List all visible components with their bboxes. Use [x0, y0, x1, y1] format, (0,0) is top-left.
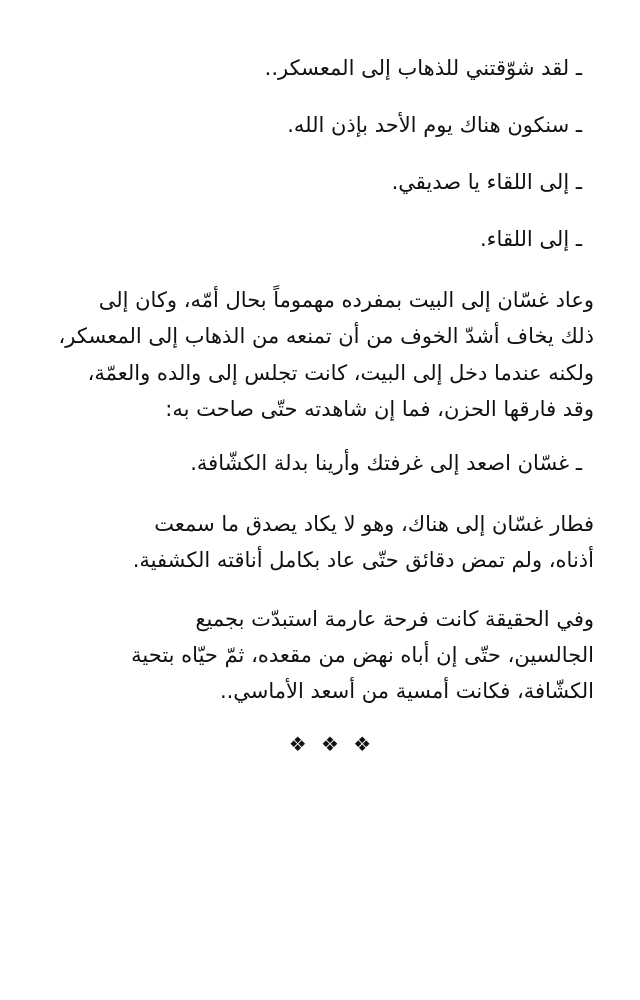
paragraph-return-home [40, 282, 594, 427]
section-divider-ornament: ❖ ❖ ❖ [288, 731, 376, 756]
dialogue-line: ـ غسّان اصعد إلى غرفتك وأرينا بدلة الكشّافة. [190, 451, 582, 476]
text-line: ذلك يخاف أشدّ الخوف من أن تمنعه من الذهاب إلى المعسكر، [58, 324, 594, 349]
dialogue-line: ـ سنكون هناك يوم الأحد بإذن الله. [287, 113, 582, 137]
text-line: فطار غسّان إلى هناك، وهو لا يكاد يصدق ما سمعت [154, 512, 594, 537]
text-line: وفي الحقيقة كانت فرحة عارمة استبدّت بجميع [195, 606, 594, 631]
text-line: ولكنه عندما دخل إلى البيت، كانت تجلس إلى والده والعمّة، [87, 360, 594, 385]
text-line: الكشّافة، فكانت أمسية من أسعد الأماسي.. [219, 679, 594, 704]
paragraph-joyful-evening [40, 601, 594, 710]
text-line: الجالسين، حتّى إن أباه نهض من مقعده، ثمّ حيّاه بتحية [131, 643, 594, 668]
dialogue-line: ـ لقد شوّقتني للذهاب إلى المعسكر.. [264, 56, 582, 80]
paragraph-ghassan-runs [40, 506, 594, 579]
text-line: وعاد غسّان إلى البيت بمفرده مهموماً بحال أمّه، وكان إلى [98, 288, 594, 312]
text-line: أذناه، ولم تمض دقائق حتّى عاد بكامل أناقته الكشفية. [132, 548, 594, 573]
dialogue-line: ـ إلى اللقاء يا صديقي. [391, 170, 582, 194]
dialogue-line: ـ إلى اللقاء. [480, 227, 582, 251]
text-line: وقد فارقها الحزن، فما إن شاهدته حتّى صاحت به: [165, 396, 594, 421]
